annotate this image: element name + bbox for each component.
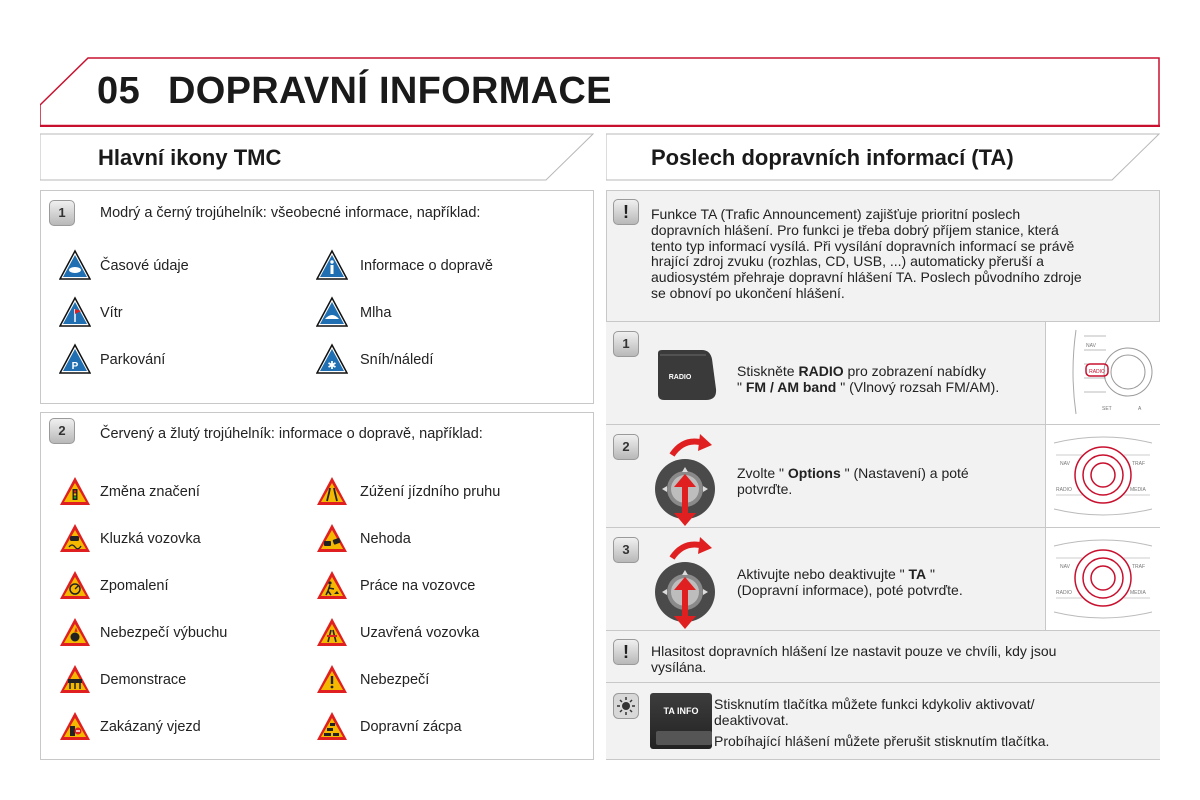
svg-text:NAV: NAV [1086,343,1096,349]
step-row-2 [606,424,1160,527]
svg-text:RADIO: RADIO [1056,487,1072,493]
chapter-title: DOPRAVNÍ INFORMACE [168,70,612,112]
ta-intro-note [651,207,1082,302]
demonstration-icon [59,663,91,695]
svg-text:TRAF: TRAF [1132,564,1146,570]
roadworks-icon [316,569,348,601]
step3-panel-image [1045,528,1160,630]
tip-row [606,682,1160,759]
sign-label: Sníh/náledí [360,352,434,368]
sign-label: Časové údaje [100,258,189,274]
warning-badge: ! [613,639,639,665]
tip-text-2: Probíhající hlášení můžete přerušit stisknutím tlačítka. [714,733,1050,749]
note-line: dopravních hlášení. Pro funkci je třeba dobrý příjem stanice, která [651,221,1059,238]
svg-text:RADIO: RADIO [1089,369,1105,375]
svg-text:NAV: NAV [1060,564,1070,570]
sign-label: Uzavřená vozovka [360,625,480,641]
sign-label: Zakázaný vjezd [100,719,201,735]
step-badge: 1 [49,200,75,226]
step1-panel-image [1045,322,1160,424]
step-badge: 1 [613,331,639,357]
left-section-title: Hlavní ikony TMC [98,145,282,170]
tip-text: Stisknutím tlačítka můžete funkci kdykoliv aktivovat/ deaktivovat. [714,696,1035,728]
parking-icon [59,343,91,375]
sign-label: Demonstrace [100,672,187,688]
danger-icon [316,663,348,695]
chapter-number: 05 [97,70,141,112]
step1-text: Stiskněte RADIO pro zobrazení nabídky " FM / AM band " (Vlnový rozsah FM/AM). [737,363,1000,395]
step-badge: 3 [613,537,639,563]
group1-intro: Modrý a černý trojúhelník: všeobecné informace, například: [100,205,481,221]
group2-intro: Červený a žlutý trojúhelník: informace o dopravě, například: [100,426,483,442]
rotary-knob-icon [650,532,730,630]
svg-text:RADIO: RADIO [668,374,692,381]
step-badge: 2 [613,434,639,460]
svg-text:MEDIA: MEDIA [1130,487,1146,493]
rotary-knob-icon [650,429,730,527]
ta-info-label: TA INFO [663,706,699,716]
wind-icon [59,296,91,328]
slippery-road-icon [59,522,91,554]
volume-note-row [606,630,1160,682]
accident-icon [316,522,348,554]
step-row-3 [606,527,1160,630]
note-line: audiosystém přehraje dopravní hlášení TA. Poslech původního zdroje [651,269,1082,286]
svg-text:TRAF: TRAF [1132,461,1146,467]
sign-label: Práce na vozovce [360,578,476,594]
step3-text: Aktivujte nebo deaktivujte " TA " (Dopravní informace), poté potvrďte. [737,566,963,598]
tip-icon [613,693,639,719]
sign-label: Změna značení [100,484,200,500]
svg-text:RADIO: RADIO [1056,590,1072,596]
sign-label: Vítr [100,305,123,321]
weather-icon [59,249,91,281]
svg-text:P: P [71,361,79,372]
note-line: tento typ informací vysílá. Při vysílání dopravních informací se právě [651,237,1075,254]
sign-label: Nehoda [360,531,411,547]
traffic-light-icon [59,475,91,507]
note-line: se obnoví po ukončení hlášení. [651,284,845,301]
tmc-traffic-panel [40,412,594,760]
note-line: hrající zdroj zvuku (rozhlas, CD, USB, ...) automaticky přeruší a [651,253,1044,270]
sign-label: Nebezpečí [360,672,430,688]
ta-info-button[interactable] [650,693,712,749]
note-line: Funkce TA (Trafic Announcement) zajišťuje prioritní poslech [651,206,1021,222]
sign-label: Zúžení jízdního pruhu [360,484,501,500]
left-section-tab [40,133,594,181]
sign-label: Nebezpečí výbuchu [100,625,228,641]
warning-badge: ! [613,199,639,225]
sign-label: Informace o dopravě [360,258,493,274]
sign-label: Mlha [360,305,392,321]
radio-button-icon [656,349,718,401]
right-section-title: Poslech dopravních informací (TA) [651,145,1014,170]
volume-note: Hlasitost dopravních hlášení lze nastavit pouze ve chvíli, kdy jsou vysílána. [651,643,1057,675]
snow-icon [316,343,348,375]
step-badge: 2 [49,418,75,444]
sign-label: Dopravní zácpa [360,719,462,735]
right-section-tab [606,133,1160,181]
step-row-1 [606,321,1160,424]
sign-label: Kluzká vozovka [100,531,201,547]
lane-narrowing-icon [316,475,348,507]
svg-text:SET: SET [1102,406,1112,412]
sign-label: Zpomalení [100,578,169,594]
svg-text:✱: ✱ [327,359,337,372]
step2-panel-image [1045,425,1160,527]
slowdown-icon [59,569,91,601]
no-entry-icon [59,710,91,742]
traffic-jam-icon [316,710,348,742]
svg-text:NAV: NAV [1060,461,1070,467]
svg-text:A: A [1138,406,1142,412]
info-icon [316,249,348,281]
fog-icon [316,296,348,328]
tmc-general-panel [40,190,594,404]
sign-label: Parkování [100,352,166,368]
road-closed-icon [316,616,348,648]
step2-text: Zvolte " Options " (Nastavení) a poté potvrďte. [737,465,969,497]
svg-text:MEDIA: MEDIA [1130,590,1146,596]
explosion-icon [59,616,91,648]
